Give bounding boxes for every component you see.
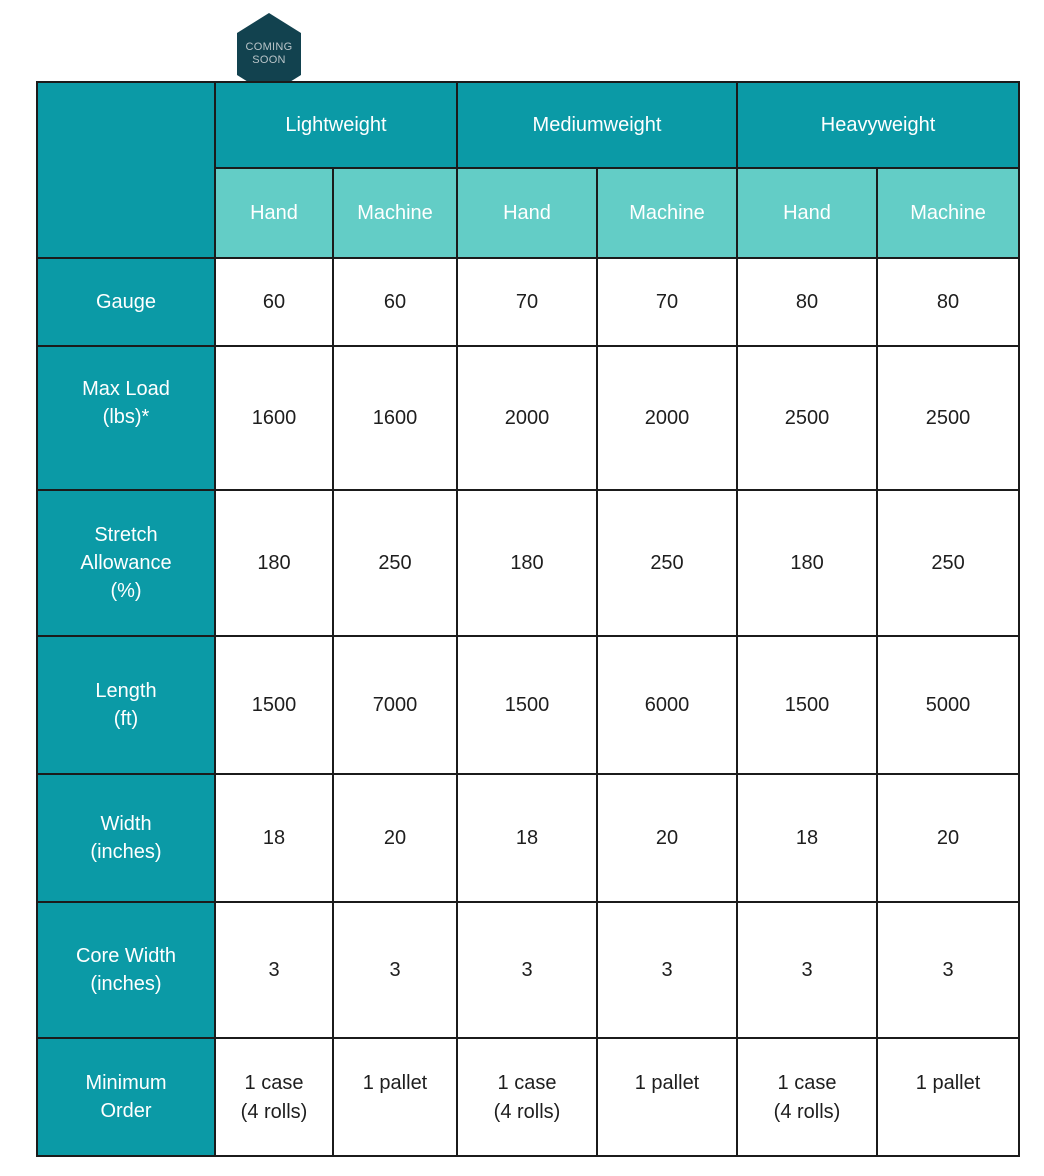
table-cell: 1600 xyxy=(333,346,457,490)
table-cell: 20 xyxy=(597,774,737,902)
table-cell: 18 xyxy=(457,774,597,902)
table-row-gauge xyxy=(37,258,1019,346)
row-label: Length (ft) xyxy=(37,636,215,774)
table-cell: 1500 xyxy=(215,636,333,774)
subheader-hand: Hand xyxy=(737,168,877,258)
row-label: Core Width (inches) xyxy=(37,902,215,1038)
table-row-stretch-allowance xyxy=(37,490,1019,636)
table-cell: 1 case (4 rolls) xyxy=(737,1038,877,1156)
table-cell: 2000 xyxy=(457,346,597,490)
table-row-max-load xyxy=(37,346,1019,490)
badge-line-1: COMING xyxy=(245,41,293,53)
table-cell: 180 xyxy=(457,490,597,636)
table-cell: 18 xyxy=(737,774,877,902)
table-row-width xyxy=(37,774,1019,902)
table-cell: 70 xyxy=(597,258,737,346)
row-label: Max Load (lbs)* xyxy=(37,346,215,490)
table-cell: 180 xyxy=(215,490,333,636)
category-lightweight: Lightweight xyxy=(215,82,457,168)
table-cell: 3 xyxy=(215,902,333,1038)
corner-cell xyxy=(37,82,215,258)
coming-soon-text xyxy=(236,41,302,67)
row-label: Stretch Allowance (%) xyxy=(37,490,215,636)
table-row-minimum-order xyxy=(37,1038,1019,1156)
row-label: Width (inches) xyxy=(37,774,215,902)
table-cell: 70 xyxy=(457,258,597,346)
table-cell: 250 xyxy=(333,490,457,636)
stretch-film-spec-table xyxy=(36,81,1020,1157)
table-cell: 80 xyxy=(737,258,877,346)
subheader-machine: Machine xyxy=(877,168,1019,258)
table-cell: 80 xyxy=(877,258,1019,346)
table-row-length xyxy=(37,636,1019,774)
table-cell: 2500 xyxy=(877,346,1019,490)
table-cell: 1 case (4 rolls) xyxy=(457,1038,597,1156)
table-cell: 1 case (4 rolls) xyxy=(215,1038,333,1156)
table-cell: 1 pallet xyxy=(877,1038,1019,1156)
table-cell: 3 xyxy=(333,902,457,1038)
table-cell: 1 pallet xyxy=(333,1038,457,1156)
table-cell: 2500 xyxy=(737,346,877,490)
table-cell: 7000 xyxy=(333,636,457,774)
table-cell: 18 xyxy=(215,774,333,902)
table-cell: 60 xyxy=(333,258,457,346)
table-cell: 3 xyxy=(737,902,877,1038)
table-cell: 1500 xyxy=(457,636,597,774)
category-mediumweight: Mediumweight xyxy=(457,82,737,168)
table-cell: 5000 xyxy=(877,636,1019,774)
subheader-machine: Machine xyxy=(333,168,457,258)
subheader-hand: Hand xyxy=(457,168,597,258)
table-cell: 3 xyxy=(597,902,737,1038)
subheader-hand: Hand xyxy=(215,168,333,258)
table-cell: 20 xyxy=(333,774,457,902)
subheader-machine: Machine xyxy=(597,168,737,258)
table-row-core-width xyxy=(37,902,1019,1038)
table-cell: 2000 xyxy=(597,346,737,490)
row-label: Gauge xyxy=(37,258,215,346)
table-cell: 180 xyxy=(737,490,877,636)
table-cell: 20 xyxy=(877,774,1019,902)
table-cell: 3 xyxy=(877,902,1019,1038)
table-cell: 1 pallet xyxy=(597,1038,737,1156)
table-cell: 250 xyxy=(877,490,1019,636)
table-cell: 250 xyxy=(597,490,737,636)
table-cell: 6000 xyxy=(597,636,737,774)
table-cell: 1600 xyxy=(215,346,333,490)
table-cell: 60 xyxy=(215,258,333,346)
badge-line-2: SOON xyxy=(252,54,286,66)
table-cell: 1500 xyxy=(737,636,877,774)
category-header-row xyxy=(37,82,1019,168)
row-label: Minimum Order xyxy=(37,1038,215,1156)
category-heavyweight: Heavyweight xyxy=(737,82,1019,168)
table-cell: 3 xyxy=(457,902,597,1038)
